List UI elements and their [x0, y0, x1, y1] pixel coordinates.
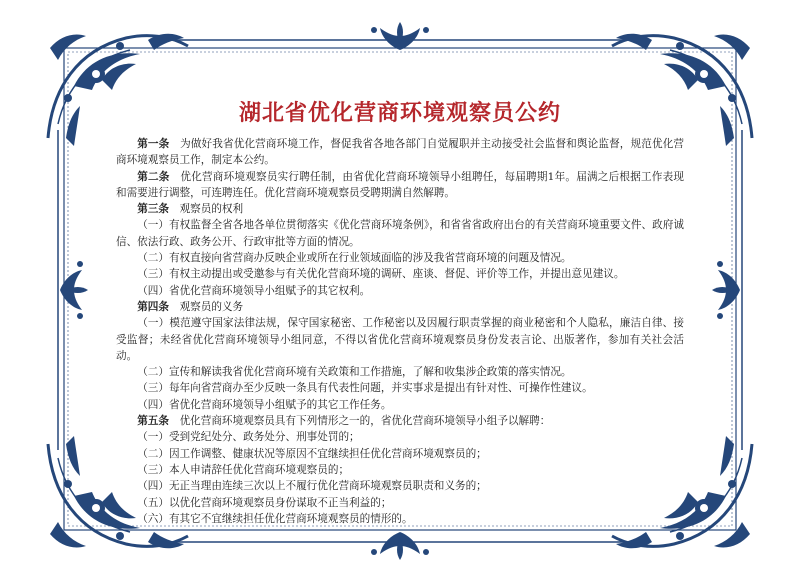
clause-item	[116, 511, 684, 527]
clause-item	[116, 283, 684, 299]
article-paragraph	[116, 136, 684, 169]
article-paragraph	[116, 201, 684, 217]
paragraph-text: （二）有权直接向省营商办反映企业或所在行业领域面临的涉及我省营商环境的问题及情况。	[137, 252, 572, 265]
document-body	[116, 136, 684, 527]
paragraph-text: （五）以优化营商环境观察员身份谋取不正当利益的；	[137, 496, 392, 509]
clause-item	[116, 250, 684, 266]
paragraph-text: （三）每年向省营商办至少反映一条具有代表性问题，并实事求是提出有针对性、可操作性建议。	[137, 382, 593, 395]
paragraph-text: 优化营商环境观察员实行聘任制，由省优化营商环境领导小组聘任，每届聘期1年。届满之后根据工作表现和需要进行调整，可连聘连任。优化营商环境观察员受聘期满自然解聘。	[116, 170, 684, 199]
clause-item	[116, 364, 684, 380]
article-label: 第一条	[137, 138, 170, 150]
article-label: 第五条	[137, 415, 169, 428]
paragraph-text: （一）有权监督全省各地各单位贯彻落实《优化营商环境条例》，和省省省政府出台的有关营商环境重要文件、政府诚信、依法行政、政务公开、行政审批等方面的情况。	[116, 219, 684, 248]
article-paragraph	[116, 299, 684, 315]
article-label: 第四条	[137, 300, 169, 313]
paragraph-text: 为做好我省优化营商环境工作，督促我省各地各部门自觉履职并主动接受社会监督和舆论监督，规范优化营商环境观察员工作，制定本公约。	[116, 138, 685, 167]
paragraph-text: 观察员的权利	[179, 203, 244, 216]
clause-item	[116, 495, 684, 511]
paragraph-text: （三）有权主动提出或受邀参与有关优化营商环境的调研、座谈、督促、评价等工作，并提出意见建议。	[137, 268, 625, 281]
clause-item	[116, 380, 684, 396]
clause-item	[116, 315, 684, 364]
paragraph-text: 优化营商环境观察员具有下列情形之一的，省优化营商环境领导小组予以解聘：	[179, 415, 551, 428]
clause-item	[116, 217, 684, 250]
paragraph-text: （四）省优化营商环境领导小组赋予的其它工作任务。	[137, 398, 392, 411]
paragraph-text: 观察员的义务	[179, 300, 244, 313]
article-paragraph	[116, 413, 684, 429]
paragraph-text: （四）省优化营商环境领导小组赋予的其它权利。	[137, 284, 371, 297]
clause-item	[116, 478, 684, 494]
clause-item	[116, 429, 684, 445]
paragraph-text: （一）受到党纪处分、政务处分、刑事处罚的；	[137, 431, 360, 444]
paragraph-text: （一）模范遵守国家法律法规，保守国家秘密、工作秘密以及因履行职责掌握的商业秘密和个人隐私，廉洁自律、接受监督；未经省优化营商环境领导小组同意，不得以省优化营商环境观察员身份发表言论、出版著作，参加有关社会活动。	[116, 317, 684, 362]
article-label: 第二条	[137, 170, 170, 183]
paragraph-text: （二）宣传和解读我省优化营商环境有关政策和工作措施，了解和收集涉企政策的落实情况。	[137, 366, 572, 379]
paragraph-text: （三）本人申请辞任优化营商环境观察员的；	[137, 463, 350, 476]
clause-item	[116, 266, 684, 282]
page-title: 湖北省优化营商环境观察员公约	[238, 100, 561, 126]
article-label: 第三条	[137, 203, 169, 216]
article-paragraph	[116, 169, 684, 202]
paragraph-text: （六）有其它不宜继续担任优化营商环境观察员的情形的。	[137, 512, 413, 525]
clause-item	[116, 397, 684, 413]
paragraph-text: （四）无正当理由连续三次以上不履行优化营商环境观察员职责和义务的；	[137, 480, 487, 493]
clause-item	[116, 462, 684, 478]
paragraph-text: （二）因工作调整、健康状况等原因不宜继续担任优化营商环境观察员的；	[137, 447, 487, 460]
clause-item	[116, 446, 684, 462]
